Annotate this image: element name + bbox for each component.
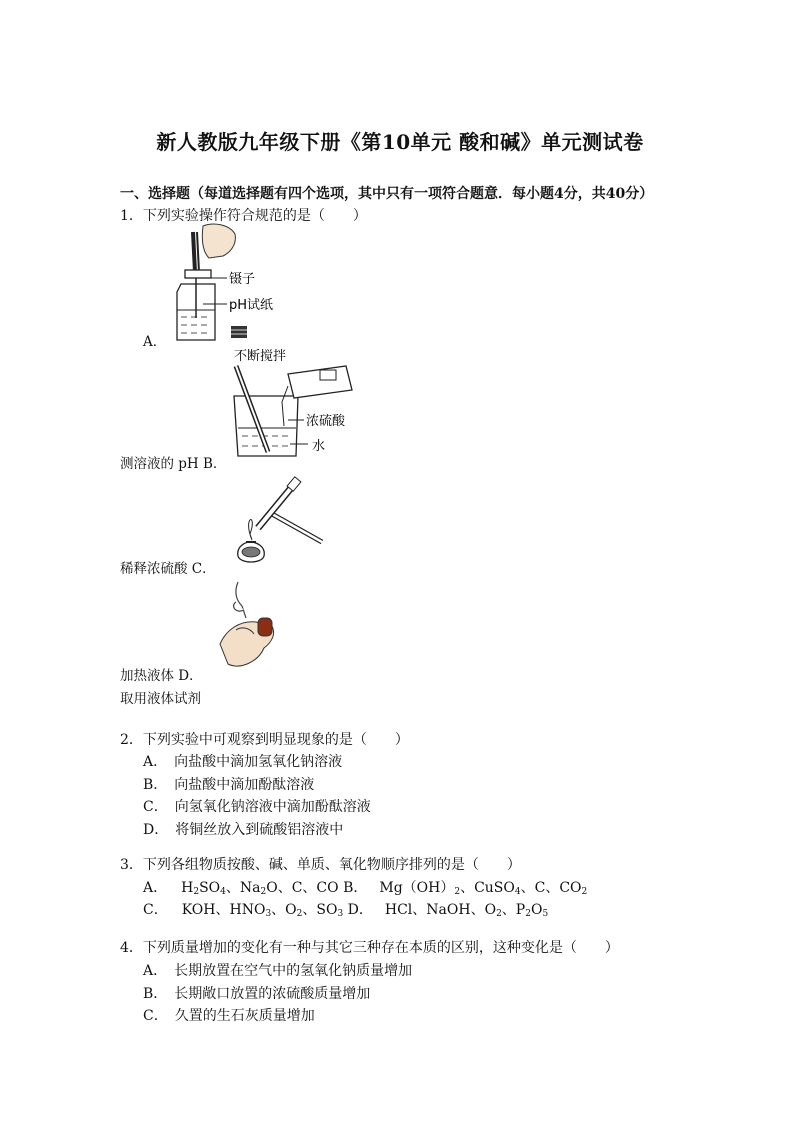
question-4-option-b: B． 长期敞口放置的浓硫酸质量增加 [143,986,371,1002]
figure-dropper [218,578,298,672]
figure-dilution [228,346,368,464]
question-1-stem: 1．下列实验操作符合规范的是（ ） [120,208,367,224]
option-b-text-c-label: 稀释浓硫酸 C． [120,561,216,577]
label-water: 水 [312,439,326,454]
question-3-options-ab: A． $H_2SO_4$、$Na_2O$、C、CO B． $Mg(OH)_2$、CuSO$_4$、C、$CO_2$ [143,880,588,897]
option-d-text: 取用液体试剂 [120,691,201,707]
question-4-stem: 4．下列质量增加的变化有一种与其它三种存在本质的区别，这种变化是（ ） [120,940,619,956]
question-3-stem: 3．下列各组物质按酸、碱、单质、氧化物顺序排列的是（ ） [120,857,521,873]
section-heading: 一、选择题（每道选择题有四个选项，其中只有一项符合题意．每小题4分，共40分） [120,186,654,202]
label-tweezers: 镊子 [229,272,256,287]
question-4-option-a: A． 长期放置在空气中的氢氧化钠质量增加 [143,963,413,979]
question-2-stem: 2．下列实验中可观察到明显现象的是（ ） [120,732,409,748]
question-2-option-c: C． 向氢氧化钠溶液中滴加酚酞溶液 [143,799,371,815]
question-2-option-a: A． 向盐酸中滴加氢氧化钠溶液 [143,754,343,770]
question-2-option-b: B． 向盐酸中滴加酚酞溶液 [143,777,315,793]
question-2-option-d: D． 将铜丝放入到硫酸铝溶液中 [143,822,344,838]
question-4-option-c: C． 久置的生石灰质量增加 [143,1008,315,1024]
question-3-options-cd: C． KOH、$HNO_3$、$O_2$、$SO_3$ D． HCl、NaOH、$O_2$、$P_2O_5$ [143,902,549,919]
option-a-text-b-label: 测溶液的 pH B． [120,456,227,472]
label-acid: 浓硫酸 [306,414,346,429]
label-stir: 不断搅拌 [234,349,287,364]
figure-heating [228,476,338,570]
figure-ph-test [165,222,305,344]
page-title: 新人教版九年级下册《第10单元 酸和碱》单元测试卷 [156,130,644,154]
label-ph-paper: pH试纸 [229,298,274,313]
option-c-text-d-label: 加热液体 D． [120,668,203,684]
option-a-label: A． [143,334,167,350]
